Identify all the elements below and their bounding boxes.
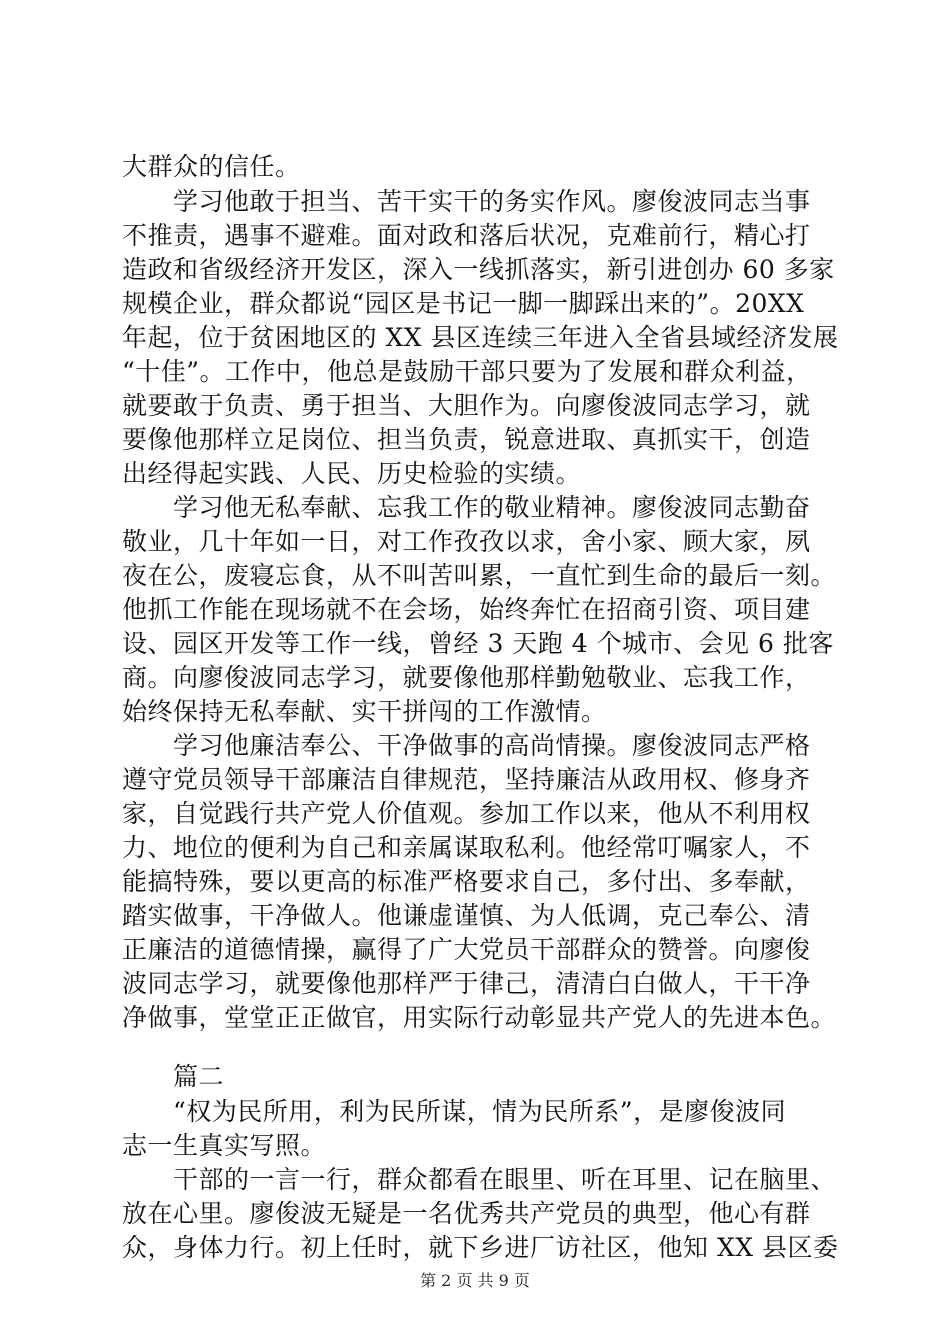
text-line: 就要敢于负责、勇于担当、大胆作为。向廖俊波同志学习，就: [122, 391, 811, 420]
text-line: “权为民所用，利为民所谋，情为民所系”，是廖俊波同: [122, 1097, 787, 1126]
text-line: 规模企业，群众都说“园区是书记一脚一脚踩出来的”。20XX: [122, 289, 805, 318]
text-line: 正廉洁的道德情操，赢得了广大党员干部群众的赞誉。向廖俊: [122, 935, 811, 964]
text-line: 学习他廉洁奉公、干净做事的高尚情操。廖俊波同志严格: [122, 731, 811, 760]
text-line: 出经得起实践、人民、历史检验的实绩。: [122, 459, 582, 488]
text-line: 众，身体力行。初上任时，就下乡进厂访社区，他知 XX 县区委: [122, 1233, 839, 1262]
text-line: 年起，位于贫困地区的 XX 县区连续三年进入全省县域经济发展: [122, 323, 839, 352]
text-line: 家，自觉践行共产党人价值观。参加工作以来，他从不利用权: [122, 799, 811, 828]
text-line: 要像他那样立足岗位、担当负责，锐意进取、真抓实干，创造: [122, 425, 811, 454]
text-line: 敬业，几十年如一日，对工作孜孜以求，舍小家、顾大家，夙: [122, 527, 811, 556]
text-line: 学习他敢于担当、苦干实干的务实作风。廖俊波同志当事: [122, 187, 811, 216]
text-line: 志一生真实写照。: [122, 1131, 327, 1160]
text-line: 放在心里。廖俊波无疑是一名优秀共产党员的典型，他心有群: [122, 1199, 811, 1228]
text-line: 学习他无私奉献、忘我工作的敬业精神。廖俊波同志勤奋: [122, 493, 811, 522]
text-line: 能搞特殊，要以更高的标准严格要求自己，多付出、多奉献，: [122, 867, 811, 896]
text-line: 商。向廖俊波同志学习，就要像他那样勤勉敬业、忘我工作，: [122, 663, 811, 692]
text-line: 力、地位的便利为自己和亲属谋取私利。他经常叮嘱家人，不: [122, 833, 811, 862]
text-line: 干部的一言一行，群众都看在眼里、听在耳里、记在脑里、: [122, 1165, 837, 1194]
text-line: 始终保持无私奉献、实干拼闯的工作激情。: [122, 697, 607, 726]
text-line: 设、园区开发等工作一线，曾经 3 天跑 4 个城市、会见 6 批客: [122, 629, 834, 658]
text-line: 净做事，堂堂正正做官，用实际行动彰显共产党人的先进本色。: [122, 1003, 837, 1032]
text-line: 大群众的信任。: [122, 152, 301, 181]
text-line: 夜在公，废寝忘食，从不叫苦叫累，一直忙到生命的最后一刻。: [122, 561, 837, 590]
text-line: 不推责，遇事不避难。面对政和落后状况，克难前行，精心打: [122, 221, 811, 250]
text-line: 踏实做事，干净做人。他谦虚谨慎、为人低调，克己奉公、清: [122, 901, 811, 930]
text-line: 造政和省级经济开发区，深入一线抓落实，新引进创办 60 多家: [122, 255, 835, 284]
text-line: 波同志学习，就要像他那样严于律己，清清白白做人，干干净: [122, 969, 811, 998]
page-number: 第 2 页 共 9 页: [420, 1271, 530, 1290]
text-line: 他抓工作能在现场就不在会场，始终奔忙在招商引资、项目建: [122, 595, 811, 624]
text-line: “十佳”。工作中，他总是鼓励干部只要为了发展和群众利益，: [122, 357, 812, 386]
section-heading: 篇二: [122, 1062, 225, 1091]
text-line: 遵守党员领导干部廉洁自律规范，坚持廉洁从政用权、修身齐: [122, 765, 811, 794]
